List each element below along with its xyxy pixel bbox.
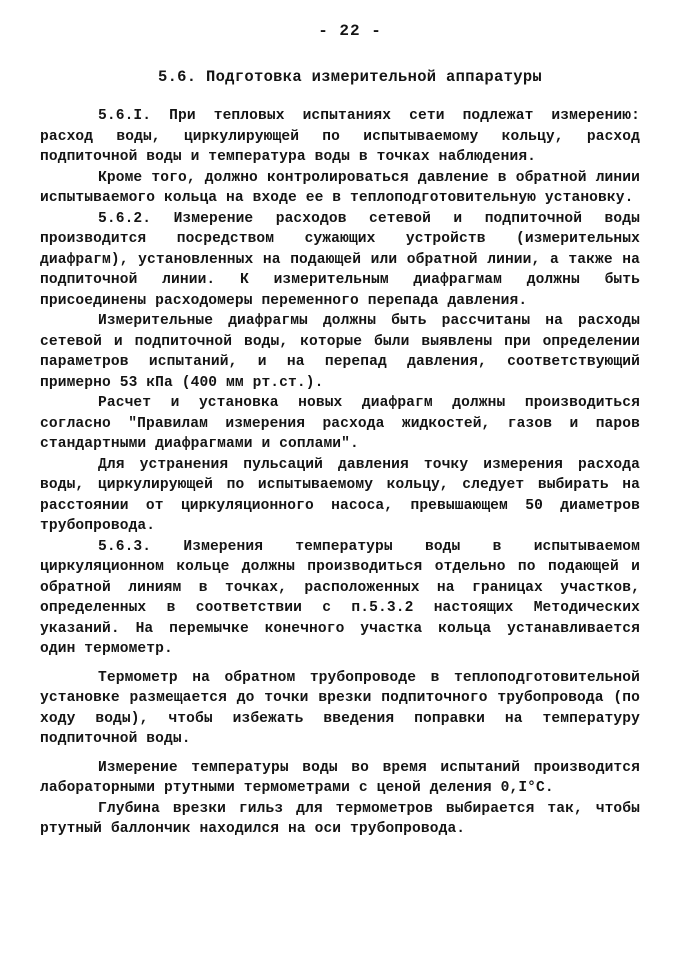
paragraph-diaphragm-calculation: Измерительные диафрагмы должны быть рассчитаны на расходы сетевой и подпиточной воды, которые были выявлены при определении параметров испытаний, и на перепад давления, соответствующий примерно 53 кПа (400 мм рт.ст.). [40, 313, 640, 391]
paragraph-5-6-2: 5.6.2. Измерение расходов сетевой и подпиточной воды производится посредством сужающих устройств (измерительных диафрагм), установленных на подающей или обратной линии, а также на подпиточной линии. К измерительным диафрагмам должны быть присоединены расходомеры переменного перепада давления. [40, 210, 640, 309]
section-title: 5.6. Подготовка измерительной аппаратуры [157, 68, 543, 86]
body-text [40, 106, 640, 840]
paragraph-sleeve-depth: Глубина врезки гильз для термометров выбирается так, чтобы ртутный баллончик находился на оси трубопровода. [40, 800, 640, 837]
paragraph-pressure-control: Кроме того, должно контролироваться давление в обратной линии испытываемого кольца на входе ее в теплоподготовительную установку. [40, 169, 640, 206]
paragraph-5-6-1: 5.6.I. При тепловых испытаниях сети подлежат измерению: расход воды, циркулирующей по испытываемому кольцу, расход подпиточной воды и температура воды в точках наблюдения. [40, 108, 640, 165]
paragraph-5-6-3: 5.6.3. Измерения температуры воды в испытываемом циркуляционном кольце должны производиться отдельно по подающей и обратной линиям в точках, расположенных на границах участков, определенных в соответствии с п.5.3.2 настоящих Методических указаний. На перемычке конечного участка кольца устанавливается один термометр. [40, 538, 640, 657]
page-number: - 22 - [318, 22, 382, 40]
paragraph-diaphragm-rules: Расчет и установка новых диафрагм должны производиться согласно "Правилам измерения расхода жидкостей, газов и паров стандартными диафрагмами и соплами". [40, 395, 640, 452]
paragraph-return-thermometer: Термометр на обратном трубопроводе в теплоподготовительной установке размещается до точки врезки подпиточного трубопровода (по ходу воды), чтобы избежать введения поправки на температуру подпиточной воды. [40, 669, 640, 747]
paragraph-mercury-thermometers: Измерение температуры воды во время испытаний производится лабораторными ртутными термометрами с ценой деления 0,I°С. [40, 759, 640, 796]
paragraph-pulsation: Для устранения пульсаций давления точку измерения расхода воды, циркулирующей по испытываемому кольцу, следует выбирать на расстоянии от циркуляционного насоса, превышающем 50 диаметров трубопровода. [40, 456, 640, 534]
